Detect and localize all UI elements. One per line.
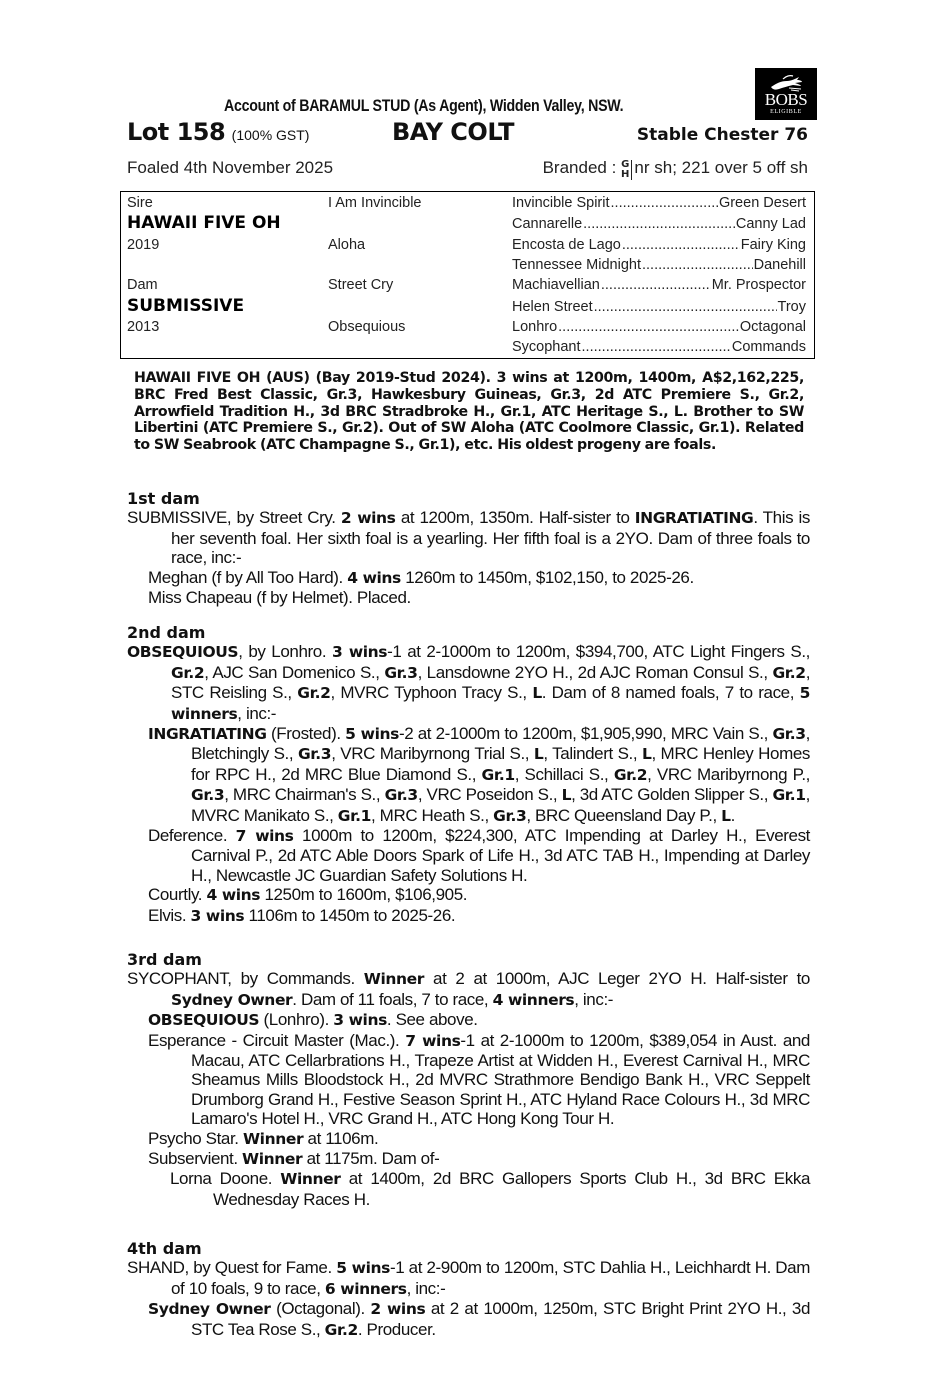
text-run: . Producer.: [357, 1319, 436, 1339]
text-run: Miss Chapeau (f by Helmet). Placed.: [148, 588, 411, 608]
bold-run: 6 winners: [324, 1279, 407, 1298]
text-run: , VRC Maribyrnong Trial S.,: [331, 744, 534, 764]
ggp-right: Troy: [777, 299, 806, 315]
bold-run: L: [721, 806, 731, 825]
dam-section-4: [127, 1239, 810, 1340]
section-heading: 1st dam: [127, 489, 200, 508]
text-run: . Dam of 8 named foals, 7 to race,: [541, 683, 800, 703]
bold-run: 4 winners: [492, 990, 575, 1009]
text-run: Deference.: [148, 826, 236, 846]
text-run: , Talindert S.,: [543, 744, 642, 764]
ggp-left: Cannarelle: [512, 216, 583, 232]
ggp-right: Commands: [731, 339, 806, 355]
great-grandparent-row: [512, 277, 806, 293]
ggp-left: Sycophant: [512, 339, 581, 355]
bold-run: INGRATIATING: [634, 509, 754, 528]
dam-year: 2013: [127, 319, 160, 335]
great-grandparent-row: [512, 237, 806, 253]
dam-section-3: [127, 950, 810, 1209]
text-run: , VRC Maribyrnong P.,: [647, 764, 810, 784]
text-run: , Bletchingly S.,: [191, 724, 810, 764]
text-run: , MRC Heath S.,: [371, 805, 494, 825]
text-run: , MRC Chairman's S.,: [224, 785, 385, 805]
bold-run: Sydney Owner: [148, 1300, 271, 1319]
bold-run: L: [641, 745, 652, 764]
vendor-account-line: Account of BARAMUL STUD (As Agent), Widden Valley, NSW.: [224, 97, 624, 115]
bold-run: 2 wins: [370, 1300, 426, 1319]
text-run: 1000m to 1200m, $224,300, ATC Impending at Darley H., Everest Carnival P., 2d ATC Able Doors Spark of Life H., 3d ATC TAB H., Impending at Darley H., Newcastle JC Guardian Safety Solutions H.: [191, 826, 810, 885]
bold-run: Gr.3: [297, 745, 332, 764]
bold-run: 7 wins: [235, 827, 294, 846]
bold-run: 2 wins: [340, 509, 396, 528]
pedigree-entry: [127, 1010, 810, 1030]
great-grandparent-row: [512, 257, 806, 273]
ggp-right: Canny Lad: [735, 216, 806, 232]
dam-dam: Obsequious: [328, 319, 406, 335]
bold-run: Gr.2: [297, 684, 331, 703]
ggp-right: Green Desert: [718, 195, 806, 211]
bold-run: Gr.3: [772, 725, 806, 744]
text-run: 1260m to 1450m, $102,150, to 2025-26.: [400, 567, 694, 587]
bold-run: Gr.1: [337, 806, 372, 825]
ggp-right: Octagonal: [739, 319, 806, 335]
text-run: . Dam of 11 foals, 7 to race,: [292, 989, 493, 1009]
lot-number: [127, 118, 309, 146]
pedigree-entry: [127, 885, 810, 905]
great-grandparent-row: [512, 339, 806, 355]
text-run: SHAND, by Quest for Fame.: [127, 1258, 337, 1278]
text-run: , BRC Queensland Day P.,: [526, 805, 722, 825]
text-run: Elvis.: [148, 905, 191, 925]
bobs-eligible-logo: [755, 68, 817, 120]
text-run: Psycho Star.: [148, 1128, 243, 1148]
bold-run: Gr.3: [384, 663, 418, 682]
pedigree-entry: [127, 826, 810, 885]
leader-dots: [611, 195, 718, 211]
bold-run: Gr.2: [324, 1320, 358, 1339]
text-run: Meghan (f by All Too Hard).: [148, 567, 348, 587]
dam-sire: Street Cry: [328, 277, 394, 293]
entries: [127, 969, 810, 1209]
bold-run: 5 wins: [345, 725, 399, 744]
bold-run: L: [532, 684, 542, 703]
pedigree-entry: [127, 1149, 810, 1169]
foaled-date: Foaled 4th November 2025: [127, 158, 334, 177]
section-heading: 4th dam: [127, 1239, 202, 1258]
dam-name: SUBMISSIVE: [127, 296, 245, 316]
text-run: 1106m to 1450m to 2025-26.: [244, 905, 456, 925]
bold-run: INGRATIATING: [148, 725, 267, 744]
bold-run: 4 wins: [347, 568, 401, 587]
pedigree-entry: [127, 906, 810, 926]
pedigree-entry: [127, 508, 810, 567]
text-run: at 1400m, 2d BRC Gallopers Sports Club H., 3d BRC Ekka Wednesday Races H.: [213, 1169, 810, 1209]
bold-run: Sydney Owner: [171, 990, 293, 1009]
sire-sire: I Am Invincible: [328, 195, 422, 211]
text-run: -1 at 2-900m to 1200m, STC Dahlia H., Leichhardt H. Dam of 10 foals, 9 to race,: [171, 1258, 810, 1298]
pedigree-entry: [127, 1299, 810, 1340]
leader-dots: [582, 339, 731, 355]
pedigree-table: [120, 191, 815, 359]
lot-label: Lot 158: [127, 118, 226, 146]
bold-run: Gr.3: [493, 806, 527, 825]
pedigree-entry: [127, 588, 810, 607]
text-run: -2 at 2-1000m to 1200m, $1,905,990, MRC Vain S.,: [398, 724, 773, 744]
entries: [127, 642, 810, 926]
bold-run: 5 winners: [171, 684, 810, 723]
great-grandparent-row: [512, 319, 806, 335]
pedigree-entry: [127, 969, 810, 1010]
text-run: -1 at 2-1000m to 1200m, $394,700, ATC Light Fingers S.,: [387, 642, 810, 662]
pedigree-entry: [127, 1031, 810, 1129]
leader-dots: [622, 237, 740, 253]
text-run: , MVRC Manikato S.,: [191, 785, 810, 825]
text-run: at 1200m, 1350m. Half-sister to: [395, 508, 635, 528]
branded-label: Branded :: [542, 158, 617, 177]
text-run: (Octagonal).: [270, 1299, 371, 1319]
logo-subtitle: ELIGIBLE: [770, 109, 802, 115]
text-run: at 2 at 1000m, 1250m, STC Bright Print 2YO H., 3d STC Tea Rose S.,: [191, 1299, 811, 1339]
sire-summary: HAWAII FIVE OH (AUS) (Bay 2019-Stud 2024). 3 wins at 1200m, 1400m, A$2,162,225, BRC Fred Best Classic, Gr.3, Hawkesbury Guineas, Gr.3, 2d ATC Premiere S., Gr.2, Arrowfield Tradition H., 3d BRC Stradbroke H., Gr.1, ATC Heritage S., L. Brother to SW Libertini (ATC Premiere S., Gr.2). Out of SW Aloha (ATC Coolmore Classic, Gr.1). Related to SW Seabrook (ATC Champagne S., Gr.1), etc. His oldest progeny are foals.: [134, 370, 804, 454]
great-grandparent-row: [512, 299, 806, 315]
great-grandparent-row: [512, 216, 806, 232]
ggp-left: Invincible Spirit: [512, 195, 610, 211]
bold-run: Winner: [280, 1170, 341, 1189]
text-run: Subservient.: [148, 1149, 243, 1169]
ggp-right: Mr. Prospector: [711, 277, 806, 293]
leader-dots: [558, 319, 739, 335]
brand-mark-top: G: [621, 159, 630, 170]
bold-run: 3 wins: [333, 1011, 387, 1030]
text-run: , by Lonhro.: [238, 642, 332, 662]
text-run: SYCOPHANT, by Commands.: [127, 969, 364, 989]
bold-run: Gr.3: [191, 786, 225, 805]
text-run: at 2 at 1000m, AJC Leger 2YO H. Half-sister to: [424, 969, 810, 989]
ggp-left: Encosta de Lago: [512, 237, 621, 253]
text-run: , AJC San Domenico S.,: [204, 662, 385, 682]
leader-dots: [601, 277, 711, 293]
bold-run: Winner: [242, 1150, 303, 1169]
text-run: Esperance - Circuit Master (Mac.).: [148, 1030, 406, 1050]
text-run: .: [730, 805, 735, 825]
pedigree-entry: [127, 642, 810, 724]
bold-run: Gr.3: [384, 786, 418, 805]
bold-run: L: [533, 745, 544, 764]
bold-run: Winner: [242, 1129, 304, 1148]
bold-run: OBSEQUIOUS: [148, 1011, 260, 1030]
sire-year: 2019: [127, 237, 160, 253]
stable-location: Stable Chester 76: [636, 125, 808, 145]
text-run: (Frosted).: [266, 724, 346, 744]
text-run: , MRC Henley Homes for RPC H., 2d MRC Blue Diamond S.,: [191, 744, 810, 784]
section-heading: 2nd dam: [127, 623, 206, 642]
text-run: , 3d ATC Golden Slipper S.,: [571, 785, 773, 805]
ggp-right: Fairy King: [740, 237, 806, 253]
bold-run: Winner: [363, 970, 425, 989]
bold-run: L: [561, 786, 572, 805]
gst-note: (100% GST): [231, 127, 310, 143]
bold-run: 4 wins: [206, 886, 261, 905]
bold-run: 3 wins: [331, 643, 388, 662]
sire-name: HAWAII FIVE OH: [127, 213, 281, 233]
text-run: -1 at 2-1000m to 1200m, $389,054 in Aust. and Macau, ATC Cellarbrations H., Trapeze Artist at Widden H., Everest Carnival H., MRC Sheamus Mills Bloodstock H., 2d MVRC Strathmore Bendigo Bank H., VRC Seppelt Drumborg Grand H., Festive Season Sprint H., ATC Hyland Race Colours H., 3d MRC Lamaro's Hotel H., VRC Grand H., ATC Hong Kong Tour H.: [191, 1030, 810, 1129]
bold-run: 5 wins: [336, 1259, 390, 1278]
pedigree-entry: [127, 568, 810, 588]
brand-mark-bottom: H: [621, 169, 630, 180]
text-run: Courtly.: [148, 885, 207, 905]
bold-run: Gr.1: [481, 765, 515, 784]
leader-dots: [642, 257, 753, 273]
pedigree-entry: [127, 1258, 810, 1299]
pedigree-entry: [127, 1129, 810, 1149]
text-run: , inc:-: [406, 1278, 446, 1298]
text-run: at 1106m.: [303, 1128, 379, 1148]
horse-description: BAY COLT: [392, 118, 515, 146]
ggp-left: Lonhro: [512, 319, 558, 335]
text-run: (Lonhro).: [259, 1010, 334, 1030]
ggp-right: Danehill: [753, 257, 806, 273]
entries: [127, 508, 810, 607]
bold-run: OBSEQUIOUS: [127, 643, 239, 662]
bold-run: Gr.2: [171, 663, 205, 682]
brand-description: [543, 158, 808, 180]
pedigree-entry: [127, 724, 810, 826]
text-run: , STC Reisling S.,: [171, 662, 811, 703]
text-run: , Lansdowne 2YO H., 2d AJC Roman Consul S.,: [417, 662, 773, 682]
section-heading: 3rd dam: [127, 950, 202, 969]
sire-dam: Aloha: [328, 237, 366, 253]
logo-title: BOBS: [764, 90, 808, 109]
text-run: , inc:-: [237, 703, 277, 723]
text-run: 1250m to 1600m, $106,905.: [260, 885, 468, 905]
text-run: , MVRC Typhoon Tracy S.,: [330, 683, 533, 703]
ggp-left: Tennessee Midnight: [512, 257, 641, 273]
brand-mark-icon: [621, 160, 632, 180]
great-grandparent-row: [512, 195, 806, 211]
text-run: . This is her seventh foal. Her sixth foal is a yearling. Her fifth foal is a 2YO. Dam of three foals to race, inc:-: [171, 508, 810, 568]
text-run: . See above.: [386, 1010, 478, 1030]
branded-value: nr sh; 221 over 5 off sh: [634, 158, 808, 177]
text-run: , inc:-: [574, 989, 614, 1009]
ggp-left: Machiavellian: [512, 277, 600, 293]
bold-run: Gr.2: [613, 765, 648, 784]
text-run: , Schillaci S.,: [514, 764, 614, 784]
text-run: Lorna Doone.: [170, 1169, 281, 1189]
text-run: , VRC Poseidon S.,: [417, 785, 562, 805]
text-run: SUBMISSIVE, by Street Cry.: [127, 508, 341, 528]
dam-section-2: [127, 623, 810, 926]
text-run: at 1175m. Dam of-: [302, 1149, 440, 1169]
ggp-left: Helen Street: [512, 299, 593, 315]
bold-run: Gr.2: [772, 663, 806, 682]
entries: [127, 1258, 810, 1340]
dam-section-1: [127, 489, 810, 607]
leader-dots: [583, 216, 735, 232]
bold-run: 3 wins: [190, 906, 245, 925]
sire-label: Sire: [127, 195, 153, 211]
leader-dots: [594, 299, 777, 315]
bold-run: 7 wins: [405, 1031, 461, 1050]
dam-label: Dam: [127, 277, 158, 293]
bold-run: Gr.1: [772, 786, 806, 805]
pedigree-entry: [127, 1169, 810, 1209]
